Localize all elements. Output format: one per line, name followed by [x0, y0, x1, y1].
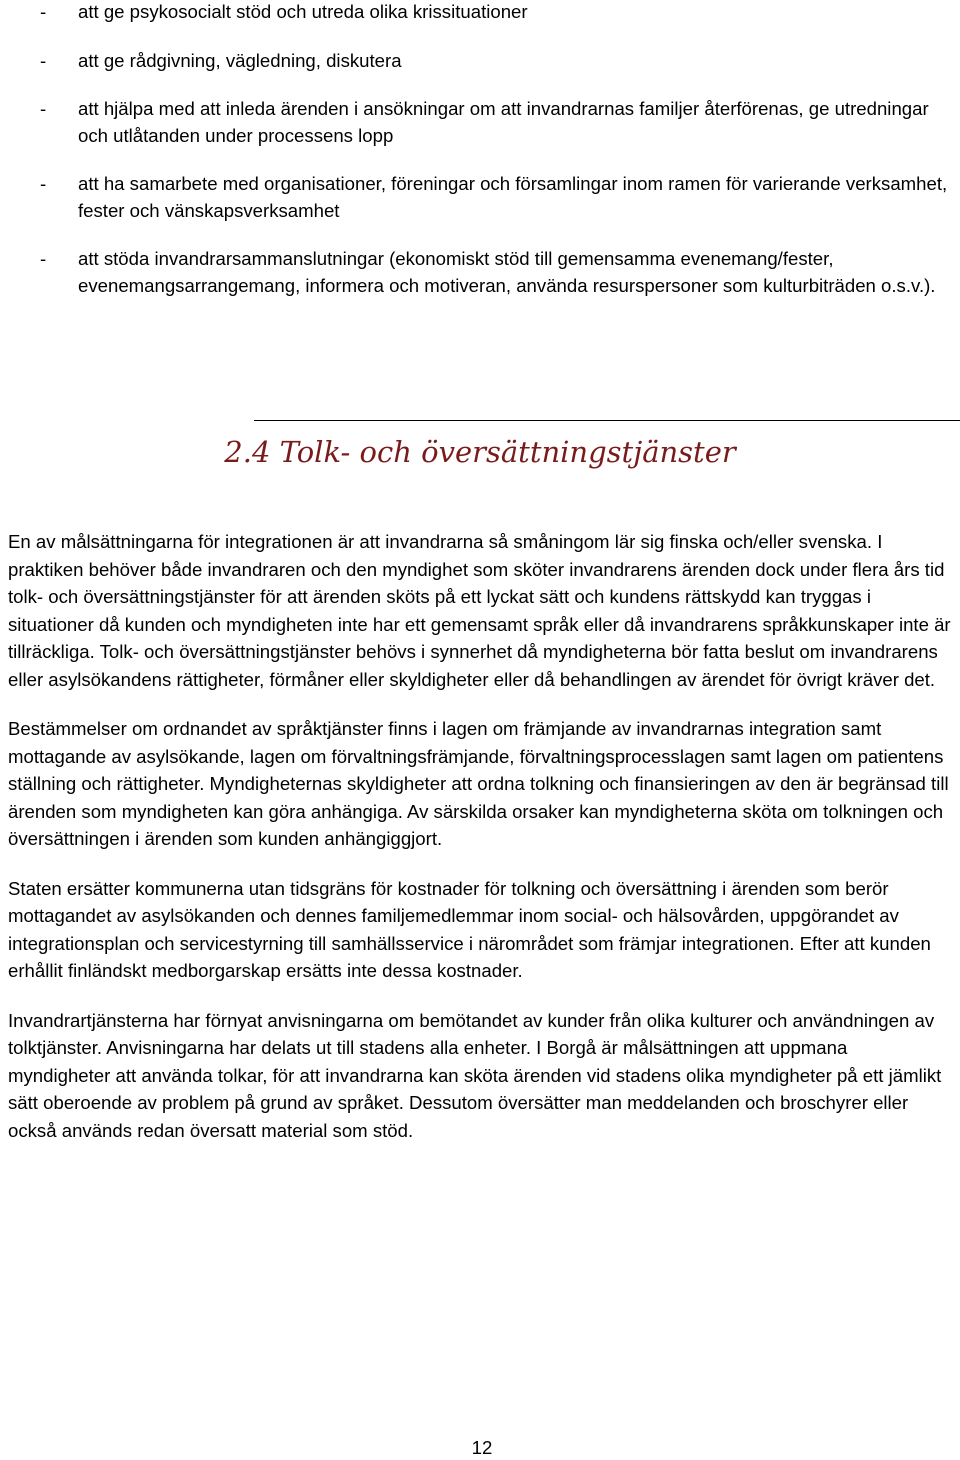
paragraph: Staten ersätter kommunerna utan tidsgräns för kostnader för tolkning och översättning i ärenden som berör mottagandet av asylsökanden och dennes familjemedlemmar inom social- och hälsovården, uppgörandet av integrationsplan och servicestyrning till samhällsservice i närområdet som främjar integrationen. Efter att kunden erhållit finländskt medborgarskap ersätts inte dessa kostnader.	[8, 877, 931, 981]
list-item	[0, 96, 960, 149]
bullet-list	[0, 0, 960, 321]
list-item-text: att stöda invandrarsammanslutningar (ekonomiskt stöd till gemensamma evenemang/fester, evenemangsarrangemang, informera och motiveran, använda resurspersoner som kulturbiträden o.s.v.).	[78, 248, 936, 296]
list-item-text: att ge rådgivning, vägledning, diskutera	[78, 49, 402, 71]
section-heading: 2.4 Tolk- och översättningstjänster	[224, 435, 736, 469]
bullet-marker: -	[40, 173, 47, 194]
body-text	[8, 528, 954, 1166]
paragraph: Bestämmelser om ordnandet av språktjänster finns i lagen om främjande av invandrarnas integration samt mottagande av asylsökande, lagen om förvaltningsfrämjande, förvaltningsprocesslagen samt lagen om patientens ställning och rättigheter. Myndigheternas skyldigheter att ordna tolkning och finansieringen av den är begränsad till ärenden som myndigheten kan göra anhängiga. Av särskilda orsaker kan myndigheterna sköta om tolkningen och översättningen i ärenden som kunden anhängiggjort.	[8, 718, 949, 849]
bullet-marker: -	[40, 248, 47, 269]
paragraph: Invandrartjänsterna har förnyat anvisningarna om bemötandet av kunder från olika kulturer och användningen av tolktjänster. Anvisningarna har delats ut till stadens alla enheter. I Borgå är målsättningen att uppmana myndigheter att använda tolkar, för att invandrarna kan sköta ärenden vid stadens olika myndigheter på ett jämlikt sätt oberoende av problem på grund av språket. Dessutom översätter man meddelanden och broschyrer eller också används redan översatt material som stöd.	[8, 1009, 942, 1141]
bullet-marker: -	[40, 49, 47, 71]
list-item	[0, 48, 960, 75]
section-divider	[254, 420, 960, 421]
bullet-marker: -	[40, 98, 47, 119]
paragraph: En av målsättningarna för integrationen är att invandrarna så småningom lär sig finska och/eller svenska. I praktiken behöver både invandraren och den myndighet som sköter invandrarens ärenden dock under flera års tid tolk- och översättningstjänster för att ärenden sköts på ett lyckat sätt och kundens rättskydd kan tryggas i situationer då kunden och myndigheten inte har ett gemensamt språk eller då invandrarens språkkunskaper inte är tillräckliga. Tolk- och översättningstjänster behövs i synnerhet då myndigheterna bör fatta beslut om invandrarens eller asylsökandens rättigheter, förmåner eller skyldigheter eller då behandlingen av ärendet för övrigt kräver det.	[8, 531, 951, 690]
list-item	[0, 246, 960, 299]
list-item-text: att ha samarbete med organisationer, föreningar och församlingar inom ramen för varierande verksamhet, fester och vänskapsverksamhet	[78, 173, 948, 221]
page-number: 12	[471, 1437, 493, 1458]
bullet-marker: -	[40, 1, 47, 22]
list-item	[0, 171, 960, 224]
list-item-text: att hjälpa med att inleda ärenden i ansökningar om att invandrarnas familjer återförenas, ge utredningar och utlåtanden under processens lopp	[78, 98, 929, 146]
list-item-text: att ge psykosocialt stöd och utreda olika krissituationer	[78, 1, 528, 22]
list-item	[0, 0, 960, 26]
